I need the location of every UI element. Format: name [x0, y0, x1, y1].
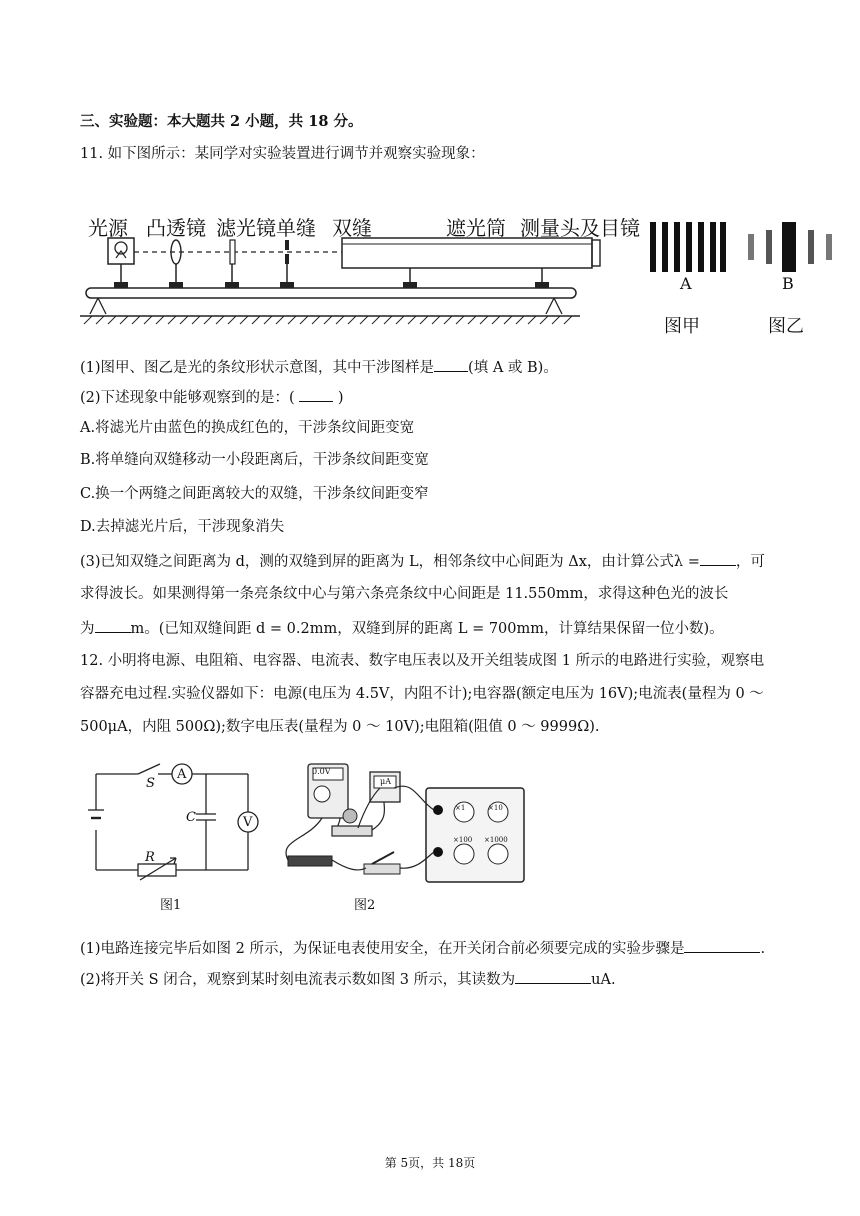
q11-part1: (1)图甲、图乙是光的条纹形状示意图，其中干涉图样是 (填 A 或 B)。 [80, 357, 558, 378]
pattern-b-fringes [748, 222, 834, 272]
q12-part2: (2)将开关 S 闭合，观察到某时刻电流表示数如图 3 所示，其读数为 uA. [80, 969, 616, 990]
answer-blank-6[interactable] [515, 969, 591, 984]
answer-blank-4[interactable] [95, 618, 131, 633]
voltmeter-readout: 0.0V [312, 767, 331, 776]
label-single-slit: 单缝 [276, 216, 316, 240]
q11-option-a: A.将滤光片由蓝色的换成红色的，干涉条纹间距变宽 [80, 420, 415, 436]
box-label-x1000: ×1000 [484, 836, 508, 844]
label-measuring-head: 测量头及目镜 [520, 216, 640, 240]
fig1-caption: 图1 [160, 898, 182, 913]
ammeter-unit: μA [380, 777, 391, 786]
fig1-label-r: R [145, 850, 155, 865]
answer-blank-2[interactable] [299, 387, 333, 402]
q11-part3-line1: (3)已知双缝之间距离为 d，测的双缝到屏的距离为 L，相邻条纹中心间距为 Δx，由计算公式λ = ，可 [80, 551, 765, 572]
q11-option-b: B.将单缝向双缝移动一小段距离后，干涉条纹间距变宽 [80, 452, 429, 468]
q12-line1: 12. 小明将电源、电阻箱、电容器、电流表、数字电压表以及开关组装成图 1 所示的电路进行实验，观察电 [80, 653, 765, 669]
page-footer: 第 5页，共 18页 [384, 1156, 476, 1170]
q11-stem: 11. 如下图所示：某同学对实验装置进行调节并观察实验现象： [80, 146, 485, 162]
apparatus-photo-fig2 [268, 760, 528, 885]
q11-option-d: D.去掉滤光片后，干涉现象消失 [80, 519, 285, 535]
fig1-label-v: V [243, 815, 253, 830]
box-label-x1: ×1 [455, 804, 466, 812]
q12-line3: 500μA，内阻 500Ω);数字电压表(量程为 0 ～ 10V);电阻箱(阻值 0 ～ 9999Ω). [80, 719, 600, 735]
pattern-a-label: A [680, 274, 692, 293]
fig2-caption: 图2 [354, 898, 376, 913]
fig1-label-c: C [186, 810, 196, 825]
box-label-x10: ×10 [488, 804, 503, 812]
answer-blank-1[interactable] [434, 357, 468, 372]
q12-line2: 容器充电过程.实验仪器如下：电源(电压为 4.5V，内阻不计);电容器(额定电压为 16V);电流表(量程为 0 ～ [80, 686, 764, 702]
fig1-label-a: A [177, 767, 187, 782]
section-title: 三、实验题：本大题共 2 小题，共 18 分。 [80, 113, 363, 130]
label-light-source: 光源 [88, 216, 128, 240]
pattern-b-label: B [782, 274, 794, 293]
q11-part2: (2)下述现象中能够观察到的是：( ) [80, 387, 344, 408]
answer-blank-5[interactable] [684, 938, 760, 953]
answer-blank-3[interactable] [700, 551, 736, 566]
fig1-label-s: S [146, 776, 155, 791]
q11-part3-line3: 为 m。(已知双缝间距 d = 0.2mm，双缝到屏的距离 L = 700mm，计算结果保留一位小数)。 [80, 618, 724, 639]
fig-jia-caption: 图甲 [664, 316, 700, 337]
q12-part1: (1)电路连接完毕后如图 2 所示，为保证电表使用安全，在开关闭合前必须要完成的实验步骤是 . [80, 938, 765, 959]
q11-option-c: C.换一个两缝之间距离较大的双缝，干涉条纹间距变窄 [80, 486, 429, 502]
optical-bench-diagram [80, 236, 600, 336]
q11-part3-line2: 求得波长。如果测得第一条亮条纹中心与第六条亮条纹中心间距是 11.550mm，求得这种色光的波长 [80, 586, 729, 602]
label-filter: 滤光镜 [216, 216, 276, 240]
fig-yi-caption: 图乙 [768, 316, 804, 337]
label-light-shield-tube: 遮光筒 [446, 216, 506, 240]
label-double-slit: 双缝 [332, 216, 372, 240]
pattern-a-fringes [650, 222, 726, 272]
label-convex-lens: 凸透镜 [146, 216, 206, 240]
box-label-x100: ×100 [453, 836, 473, 844]
